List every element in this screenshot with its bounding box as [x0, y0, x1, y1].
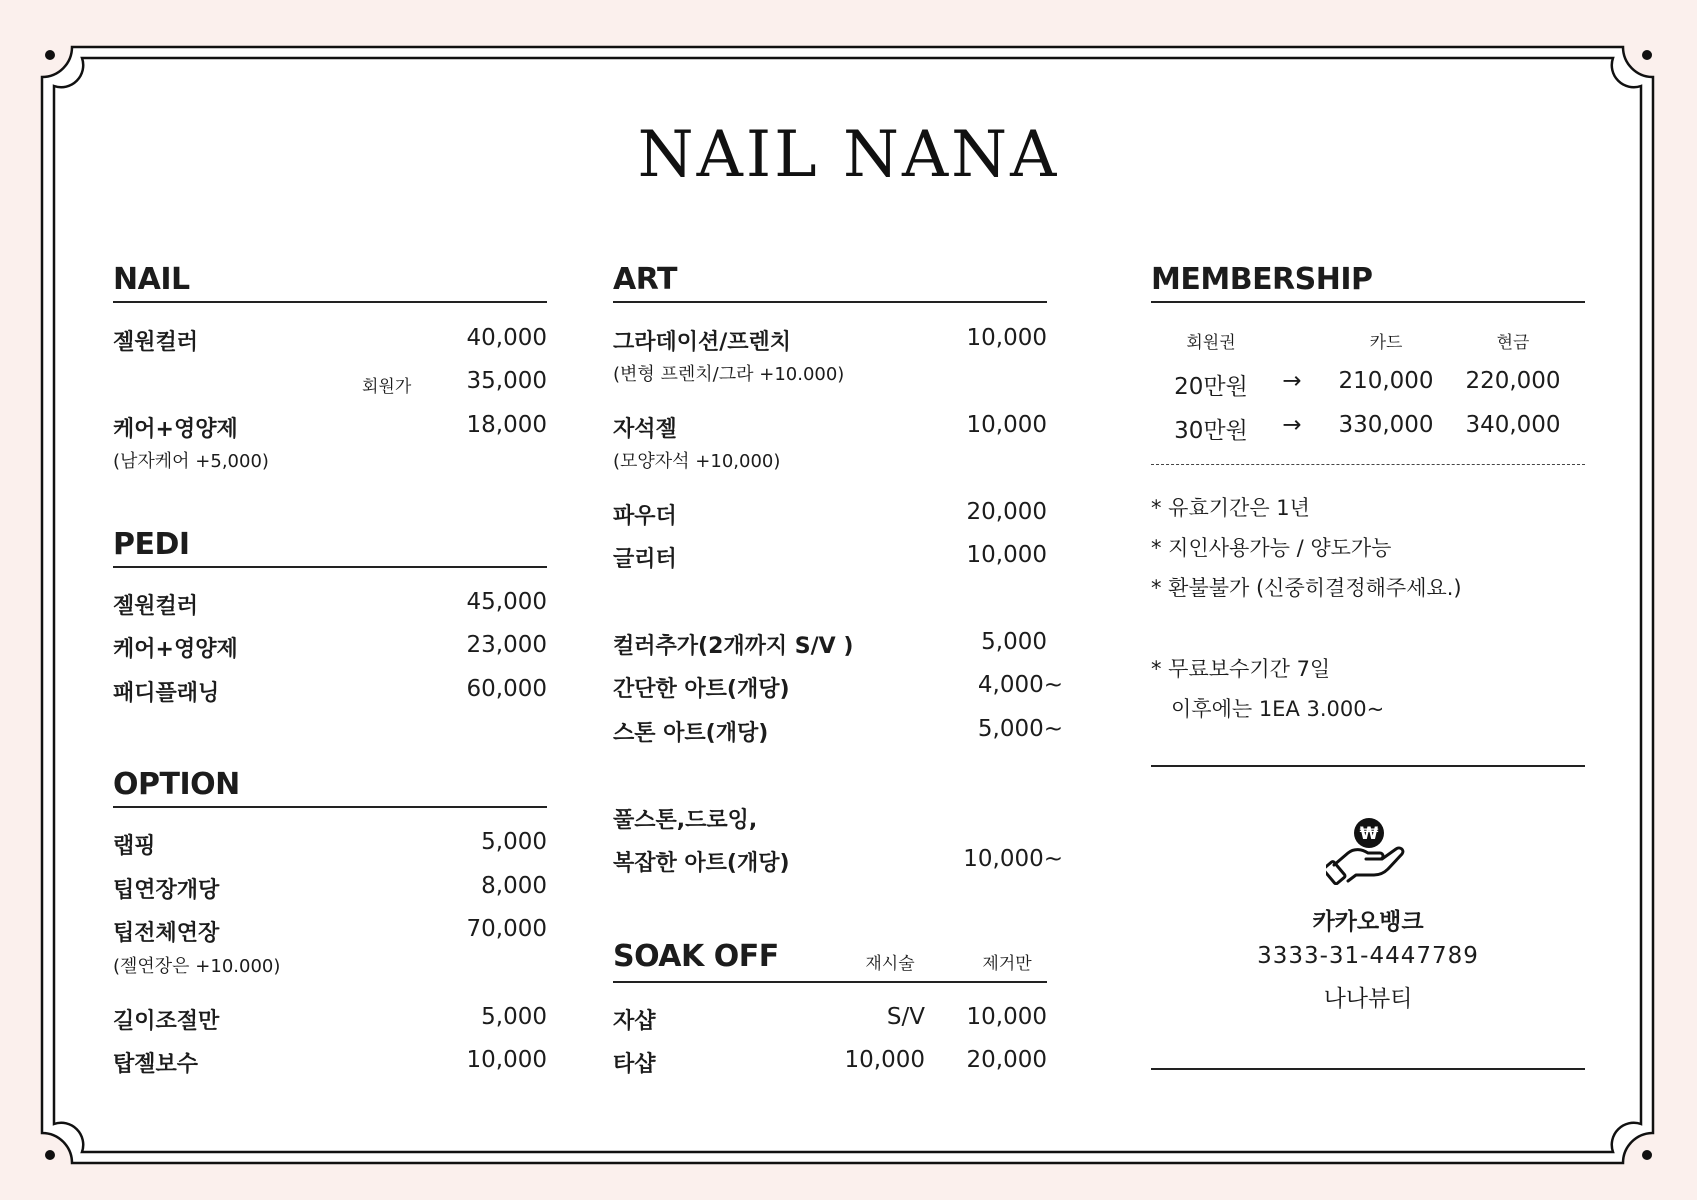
membership-row1-card: 210,000 [1338, 368, 1434, 394]
membership-col-card: 카드 [1369, 333, 1403, 353]
pedi-divider [113, 566, 547, 568]
membership-note-after: 이후에는 1EA 3.000~ [1171, 697, 1385, 721]
option-wrapping-price: 5,000 [481, 829, 547, 855]
hand-coin-icon [1326, 813, 1410, 885]
art-simple-price: 4,000~ [977, 672, 1063, 698]
option-tip-full-price: 70,000 [466, 916, 547, 942]
membership-dashed-divider [1151, 464, 1585, 465]
pedi-care-name: 케어+영양제 [113, 637, 238, 662]
art-divider [613, 301, 1047, 303]
pedi-gel-color-price: 45,000 [466, 589, 547, 615]
membership-note-transfer: * 지인사용가능 / 양도가능 [1151, 536, 1392, 560]
pedi-planing-name: 패디플래닝 [113, 681, 220, 706]
pedi-heading: PEDI [113, 527, 190, 562]
option-tip-each-name: 팁연장개당 [113, 878, 220, 903]
art-gradation-note: (변형 프렌치/그라 +10.000) [613, 364, 845, 385]
option-heading: OPTION [113, 767, 240, 802]
bank-top-divider [1151, 765, 1585, 767]
nail-gel-color-name: 젤원컬러 [113, 330, 199, 355]
soak-own-remove: 10,000 [966, 1004, 1047, 1030]
art-color-add-name: 컬러추가(2개까지 S/V ) [613, 634, 854, 659]
nail-care-name: 케어+영양제 [113, 417, 238, 442]
pedi-care-price: 23,000 [466, 632, 547, 658]
bank-holder: 나나뷰티 [1323, 986, 1413, 1012]
bank-account: 3333-31-4447789 [1257, 943, 1479, 969]
option-length-name: 길이조절만 [113, 1009, 220, 1034]
art-simple-name: 간단한 아트(개당) [613, 677, 790, 702]
soak-off-col-redo: 재시술 [865, 954, 915, 974]
soak-off-divider [613, 981, 1047, 983]
art-glitter-price: 10,000 [966, 542, 1047, 568]
option-topgel-name: 탑젤보수 [113, 1052, 199, 1077]
membership-row2-arrow: → [1282, 412, 1302, 438]
option-topgel-price: 10,000 [466, 1047, 547, 1073]
membership-heading: MEMBERSHIP [1151, 262, 1373, 297]
option-tip-full-name: 팁전체연장 [113, 921, 220, 946]
membership-row2-card: 330,000 [1338, 412, 1434, 438]
bank-bottom-divider [1151, 1068, 1585, 1070]
soak-other-name: 타샵 [613, 1052, 656, 1077]
membership-row2-cash: 340,000 [1465, 412, 1561, 438]
art-powder-name: 파우더 [613, 504, 677, 529]
membership-row1-arrow: → [1282, 368, 1302, 394]
nail-gel-color-price: 40,000 [466, 325, 547, 351]
option-length-price: 5,000 [481, 1004, 547, 1030]
art-gradation-price: 10,000 [966, 325, 1047, 351]
soak-other-remove: 20,000 [966, 1047, 1047, 1073]
membership-row2-tier: 30만원 [1174, 418, 1248, 444]
membership-row1-cash: 220,000 [1465, 368, 1561, 394]
soak-off-col-remove: 제거만 [982, 954, 1032, 974]
pedi-planing-price: 60,000 [466, 676, 547, 702]
art-stone-name: 스톤 아트(개당) [613, 721, 769, 746]
art-magnet-price: 10,000 [966, 412, 1047, 438]
member-price-label: 회원가 [362, 377, 412, 397]
membership-col-cash: 현금 [1496, 333, 1530, 353]
shop-title: NAIL NANA [637, 118, 1060, 192]
member-price: 35,000 [466, 368, 547, 394]
art-stone-price: 5,000~ [977, 716, 1063, 742]
art-glitter-name: 글리터 [613, 547, 677, 572]
nail-heading: NAIL [113, 262, 190, 297]
option-tip-each-price: 8,000 [481, 873, 547, 899]
membership-note-validity: * 유효기간은 1년 [1151, 496, 1310, 520]
art-color-add-price: 5,000 [981, 629, 1047, 655]
option-divider [113, 806, 547, 808]
pedi-gel-color-name: 젤원컬러 [113, 594, 199, 619]
nail-care-note: (남자케어 +5,000) [113, 451, 269, 472]
won-symbol: ₩ [1359, 824, 1379, 844]
soak-off-heading: SOAK OFF [613, 939, 779, 974]
membership-divider [1151, 301, 1585, 303]
nail-care-price: 18,000 [466, 412, 547, 438]
membership-note-refund: * 환불불가 (신중히결정해주세요.) [1151, 576, 1462, 600]
soak-other-redo: 10,000 [844, 1047, 925, 1073]
soak-own-redo: S/V [886, 1004, 925, 1030]
art-magnet-note: (모양자석 +10,000) [613, 451, 781, 472]
art-complex-name-line2: 복잡한 아트(개당) [613, 851, 790, 876]
art-gradation-name: 그라데이션/프렌치 [613, 330, 792, 355]
membership-col-tier: 회원권 [1186, 333, 1236, 353]
option-tip-full-note: (젤연장은 +10.000) [113, 956, 281, 977]
art-complex-name-line1: 풀스톤,드로잉, [613, 808, 758, 833]
art-powder-price: 20,000 [966, 499, 1047, 525]
art-heading: ART [613, 262, 677, 297]
art-complex-price: 10,000~ [963, 846, 1063, 872]
option-wrapping-name: 랩핑 [113, 834, 156, 859]
membership-row1-tier: 20만원 [1174, 374, 1248, 400]
membership-note-repair: * 무료보수기간 7일 [1151, 657, 1331, 681]
bank-name: 카카오뱅크 [1312, 909, 1424, 935]
soak-own-name: 자샵 [613, 1009, 656, 1034]
art-magnet-name: 자석젤 [613, 417, 677, 442]
nail-divider [113, 301, 547, 303]
